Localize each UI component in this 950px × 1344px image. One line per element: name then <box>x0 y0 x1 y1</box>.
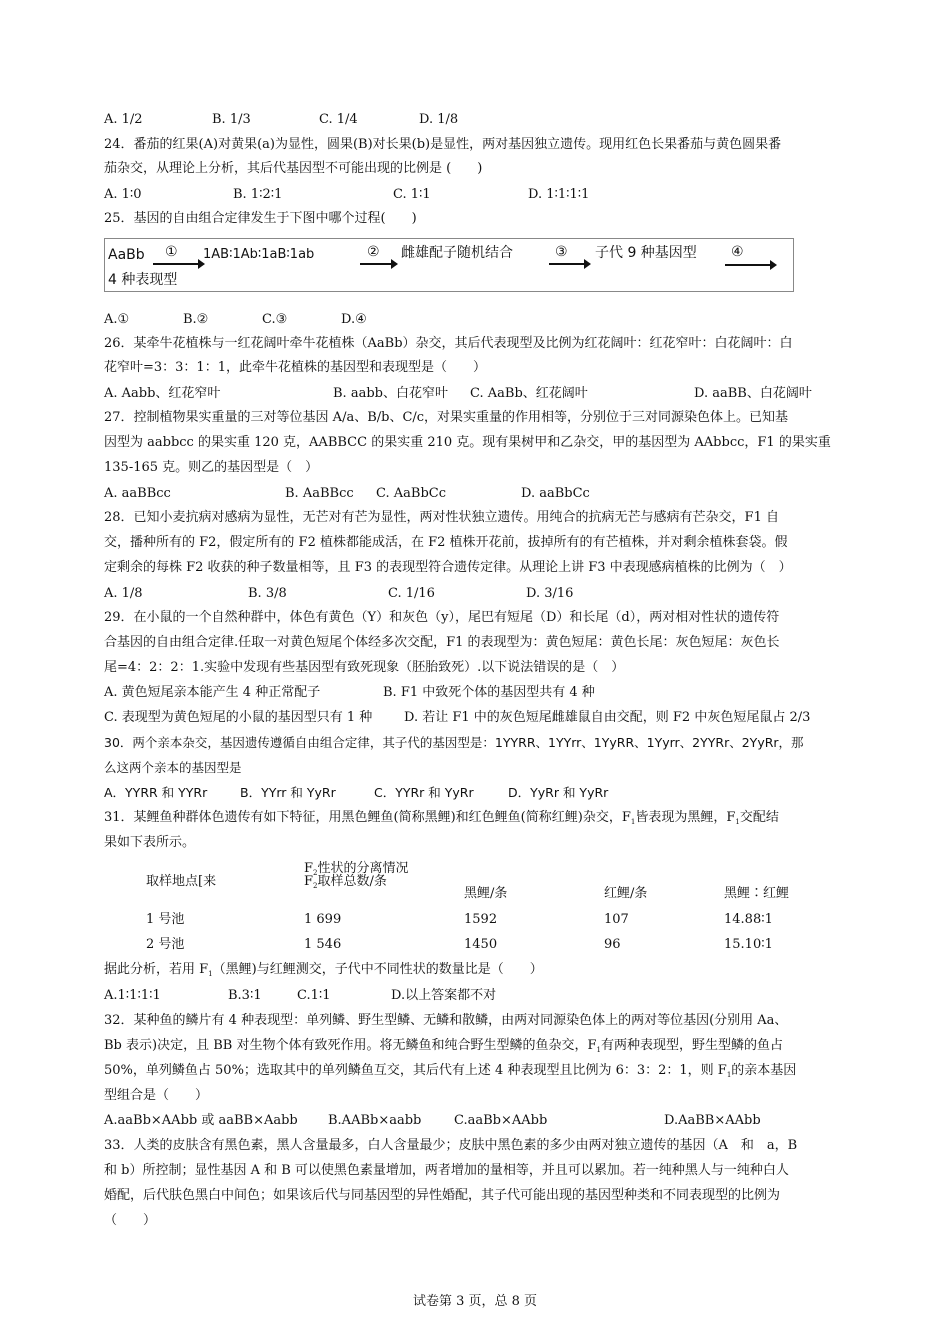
q26-option-d: D. aaBB、白花阔叶 <box>694 386 812 401</box>
q33-text-2: 和 b）所控制；显性基因 A 和 B 可以使黑色素量增加，两者增加的量相等，并且可以累加。若一纯种黑人与一纯种白人 <box>104 1163 789 1178</box>
q31-question: 据此分析，若用 $F_1$（黑鲤)与红鲤测交，子代中不同性状的数量比是（ ） <box>104 962 543 978</box>
q27-option-a: A. aaBBcc <box>104 486 171 501</box>
q27-option-d: D. aaBbCc <box>521 486 590 501</box>
q29-text-3: 尾=4：2：2：1.实验中发现有些基因型有致死现象（胚胎致死）.以下说法错误的是（ ） <box>104 660 625 675</box>
q33-text-4: （ ） <box>104 1213 157 1228</box>
q31-option-d: D.以上答案都不对 <box>391 988 497 1003</box>
q23-option-a: A. 1/2 <box>104 112 143 127</box>
q32-text-1: 32．某种鱼的鳞片有 4 种表现型：单列鳞、野生型鳞、无鳞和散鳞，由两对同源染色体上的两对等位基因(分别用 Aa、 <box>104 1013 788 1028</box>
q23-option-d: D. 1/8 <box>419 112 459 127</box>
q32-option-d: D.AaBB×AAbb <box>664 1113 761 1128</box>
q24-option-b: B. 1∶2∶1 <box>233 187 283 202</box>
q27-option-b: B. AaBBcc <box>285 486 354 501</box>
q27-text-2: 因型为 aabbcc 的果实重 120 克，AABBCC 的果实重 210 克。现有果树甲和乙杂交，甲的基因型为 AAbbcc，F1 的果实重 <box>104 435 831 450</box>
q24-text-1: 24．番茄的红果(A)对黄果(a)为显性，圆果(B)对长果(b)是显性，两对基因独立遗传。现用红色长果番茄与黄色圆果番 <box>104 137 782 152</box>
table-cell: 1 号池 <box>146 912 185 927</box>
arrow-icon <box>153 263 203 265</box>
q26-option-b: B. aabb、白花窄叶 <box>333 386 448 401</box>
q32-option-b: B.AABb×aabb <box>328 1113 422 1128</box>
q28-text-3: 定剩余的每株 F2 收获的种子数量相等，且 F3 的表现型符合遗传定律。从理论上讲 F3 中表现感病植株的比例为（ ） <box>104 560 792 575</box>
q26-option-a: A. Aabb、红花窄叶 <box>104 386 221 401</box>
q30-option-c: C．YYRr 和 YyRr <box>374 785 474 800</box>
q31-text-2: 果如下表所示。 <box>104 835 196 850</box>
table-header-black: 黑鲤/条 <box>464 886 508 901</box>
diagram-genotypes: 子代 9 种基因型 <box>595 245 697 261</box>
arrow-icon <box>725 264 775 266</box>
diagram-fertilization: 雌雄配子随机结合 <box>401 245 513 261</box>
q30-text-1: 30．两个亲本杂交，基因遗传遵循自由组合定律，其子代的基因型是：1YYRR、1YYrr、1YyRR、1Yyrr、2YYRr、2YyRr，那 <box>104 735 804 750</box>
table-cell: 15.10∶1 <box>724 937 773 952</box>
q29-option-b: B. F1 中致死个体的基因型共有 4 种 <box>383 685 595 700</box>
q30-option-a: A．YYRR 和 YYRr <box>104 785 208 800</box>
table-header-site: 取样地点[来 <box>146 874 217 889</box>
diagram-start: AaBb <box>108 247 145 263</box>
table-header-total: $F_2$取样总数/条 <box>304 874 387 890</box>
q25-text-1: 25．基因的自由组合定律发生于下图中哪个过程( ) <box>104 211 417 226</box>
arrow-icon <box>549 263 589 265</box>
q24-text-2: 茄杂交，从理论上分析，其后代基因型不可能出现的比例是 ( ) <box>104 161 483 176</box>
q31-text-1: 31．某鲤鱼种群体色遗传有如下特征，用黑色鲤鱼(简称黑鲤)和红色鲤鱼(简称红鲤)杂交，$F_1$皆表现为黑鲤，$F_1$交配结 <box>104 810 779 826</box>
q26-option-c: C. AaBb、红花阔叶 <box>470 386 588 401</box>
page-footer: 试卷第 3 页，总 8 页 <box>412 1294 538 1309</box>
q24-option-d: D. 1∶1∶1∶1 <box>528 187 590 202</box>
table-header-ratio: 黑鲤∶红鲤 <box>724 886 790 901</box>
q28-option-b: B. 3/8 <box>248 586 287 601</box>
table-cell: 96 <box>604 937 621 952</box>
q32-text-2: Bb 表示)决定，且 BB 对生物个体有致死作用。将无鳞鱼和纯合野生型鳞的鱼杂交，$F_1$有两种表现型，野生型鳞的鱼占 <box>104 1038 783 1054</box>
q27-text-1: 27．控制植物果实重量的三对等位基因 A/a、B/b、C/c，对果实重量的作用相等，分别位于三对同源染色体上。已知基 <box>104 410 789 425</box>
table-cell: 2 号池 <box>146 937 185 952</box>
q33-text-3: 婚配，后代肤色黑白中间色；如果该后代与同基因型的异性婚配，其子代可能出现的基因型种类和不同表现型的比例为 <box>104 1188 781 1203</box>
q30-option-b: B．YYrr 和 YyRr <box>240 785 336 800</box>
q29-option-d: D. 若让 F1 中的灰色短尾雌雄鼠自由交配，则 F2 中灰色短尾鼠占 2/3 <box>404 710 811 725</box>
q24-option-a: A. 1∶0 <box>104 187 142 202</box>
q25-option-a: A.① <box>104 312 130 327</box>
arrow-icon <box>360 263 396 265</box>
table-cell: 1 546 <box>304 937 342 952</box>
q30-text-2: 么这两个亲本的基因型是 <box>104 760 242 775</box>
table-header-red: 红鲤/条 <box>604 886 648 901</box>
q24-option-c: C. 1∶1 <box>393 187 431 202</box>
table-cell: 1592 <box>464 912 498 927</box>
q29-text-2: 合基因的自由组合定律.任取一对黄色短尾个体经多次交配，F1 的表现型为：黄色短尾：黄色长尾：灰色短尾：灰色长 <box>104 635 780 650</box>
table-cell: 107 <box>604 912 629 927</box>
q33-text-1: 33．人类的皮肤含有黑色素，黑人含量最多，白人含量最少；皮肤中黑色素的多少由两对独立遗传的基因（A 和 a，B <box>104 1138 798 1153</box>
q28-option-c: C. 1/16 <box>388 586 435 601</box>
q30-option-d: D．YyRr 和 YyRr <box>508 785 609 800</box>
q28-option-a: A. 1/8 <box>104 586 143 601</box>
diagram-phenotypes: 4 种表现型 <box>108 272 178 288</box>
diagram-step-1: ① <box>165 244 178 260</box>
q29-option-c: C. 表现型为黄色短尾的小鼠的基因型只有 1 种 <box>104 710 373 725</box>
q31-option-c: C.1∶1 <box>297 988 331 1003</box>
process-diagram <box>104 238 794 292</box>
table-cell: 1450 <box>464 937 498 952</box>
q23-option-c: C. 1/4 <box>319 112 358 127</box>
q32-option-c: C.aaBb×AAbb <box>454 1113 548 1128</box>
q23-option-b: B. 1/3 <box>212 112 251 127</box>
diagram-step-2: ② <box>367 244 380 260</box>
q28-option-d: D. 3/16 <box>526 586 574 601</box>
q29-text-1: 29．在小鼠的一个自然种群中，体色有黄色（Y）和灰色（y），尾巴有短尾（D）和长尾（d），两对相对性状的遗传符 <box>104 610 780 625</box>
q32-text-3: 50%，单列鳞鱼占 50%；选取其中的单列鳞鱼互交，其后代有上述 4 种表现型且比例为 6：3：2：1，则 $F_1$的亲本基因 <box>104 1063 797 1079</box>
q29-option-a: A. 黄色短尾亲本能产生 4 种正常配子 <box>104 685 321 700</box>
table-cell: 1 699 <box>304 912 342 927</box>
q25-option-c: C.③ <box>262 312 288 327</box>
q32-text-4: 型组合是（ ） <box>104 1088 209 1103</box>
q28-text-2: 交，播种所有的 F2，假定所有的 F2 植株都能成活，在 F2 植株开花前，拔掉所有的有芒植株，并对剩余植株套袋。假 <box>104 535 788 550</box>
diagram-gametes: 1AB∶1Ab∶1aB∶1ab <box>203 247 315 262</box>
diagram-step-4: ④ <box>731 244 744 260</box>
q26-text-2: 花窄叶=3：3：1：1，此牵牛花植株的基因型和表现型是（ ） <box>104 360 486 375</box>
table-header-separation: $F_2$性状的分离情况 <box>304 861 409 877</box>
q28-text-1: 28．已知小麦抗病对感病为显性，无芒对有芒为显性，两对性状独立遗传。用纯合的抗病无芒与感病有芒杂交，F1 自 <box>104 510 779 525</box>
q31-option-b: B.3∶1 <box>228 988 262 1003</box>
table-cell: 14.88∶1 <box>724 912 773 927</box>
q31-option-a: A.1∶1∶1∶1 <box>104 988 161 1003</box>
q27-option-c: C. AaBbCc <box>376 486 446 501</box>
q25-option-d: D.④ <box>341 312 367 327</box>
diagram-step-3: ③ <box>555 244 568 260</box>
q26-text-1: 26．某牵牛花植株与一红花阔叶牵牛花植株（AaBb）杂交，其后代表现型及比例为红花阔叶：红花窄叶：白花阔叶：白 <box>104 336 793 351</box>
q32-option-a: A.aaBb×AAbb 或 aaBB×Aabb <box>104 1113 298 1128</box>
q25-option-b: B.② <box>183 312 209 327</box>
q27-text-3: 135-165 克。则乙的基因型是（ ） <box>104 460 319 475</box>
